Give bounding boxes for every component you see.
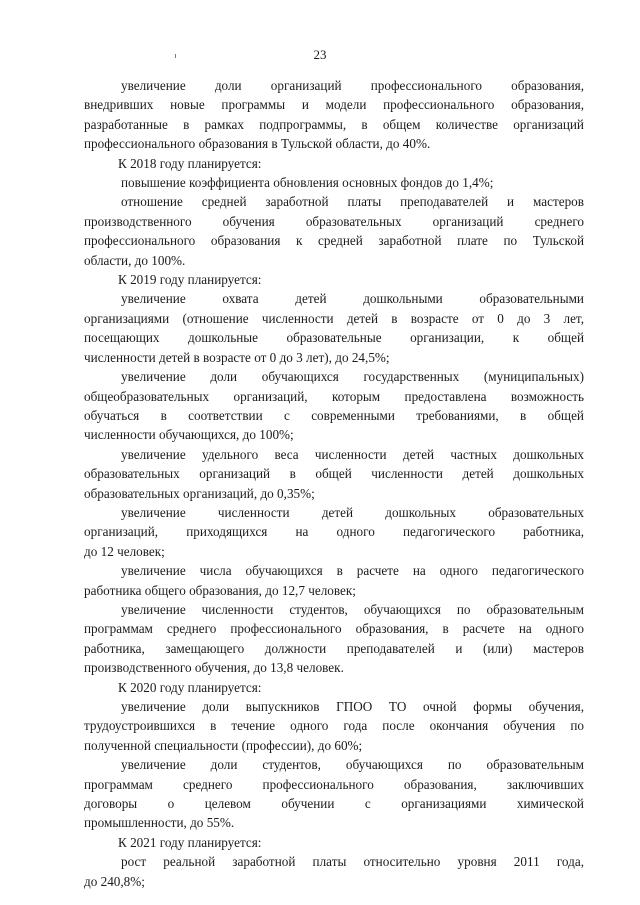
text-line: увеличение доли обучающихся государственных (муниципальных): [121, 369, 584, 385]
text-line: программам среднего профессионального образования, в расчете на одного: [84, 621, 584, 637]
target-item: [84, 289, 584, 367]
text-line: производственного обучения образовательных организаций среднего: [84, 213, 584, 229]
text-line: К 2020 году планируется:: [118, 679, 262, 695]
text-line: отношение средней заработной платы преподавателей и мастеров: [121, 194, 584, 210]
text-line: увеличение доли студентов, обучающихся по образовательным: [121, 757, 584, 773]
text-line: образовательных организаций в общей численности детей дошкольных: [84, 466, 584, 482]
target-item: [84, 852, 584, 891]
text-line: повышение коэффициента обновления основных фондов до 1,4%;: [121, 175, 494, 191]
text-line: посещающих дошкольные образовательные организации, к общей: [84, 330, 584, 346]
year-heading: [84, 154, 584, 173]
text-line: общеобразовательных организаций, которым предоставлена возможность: [84, 388, 584, 404]
text-line: работника, замещающего должности преподавателей и (или) мастеров: [84, 640, 584, 656]
text-line: увеличение численности детей дошкольных образовательных: [121, 504, 584, 520]
text-line: до 12 человек;: [84, 543, 165, 559]
text-line: численности обучающихся, до 100%;: [84, 427, 294, 443]
text-line: трудоустроившихся в течение одного года после окончания обучения по: [84, 718, 584, 734]
scan-mark: [175, 54, 176, 58]
page-number: 23: [313, 47, 327, 62]
text-line: образовательных организаций, до 0,35%;: [84, 485, 315, 501]
text-line: промышленности, до 55%.: [84, 815, 235, 831]
text-line: К 2019 году планируется:: [118, 272, 262, 288]
text-line: обучаться в соответствии с современными требованиями, в общей: [84, 407, 584, 423]
text-line: увеличение численности студентов, обучающихся по образовательным: [121, 601, 584, 617]
target-item: [84, 192, 584, 270]
text-line: организаций, приходящихся на одного педагогического работника,: [84, 524, 584, 540]
text-line: профессионального образования в Тульской области, до 40%.: [84, 136, 431, 152]
text-line: профессионального образования к средней заработной плате по Тульской: [84, 233, 584, 249]
text-line: производственного обучения, до 13,8 человек.: [84, 660, 344, 676]
text-line: программам среднего профессионального образования, заключивших: [84, 776, 584, 792]
text-line: организациями (отношение численности детей в возрасте от 0 до 3 лет,: [84, 310, 584, 326]
text-line: до 240,8%;: [84, 873, 145, 889]
text-line: К 2018 году планируется:: [118, 155, 262, 171]
year-heading: [84, 678, 584, 697]
target-item: [84, 561, 584, 600]
text-line: внедривших новые программы и модели профессионального образования,: [84, 97, 584, 113]
text-line: увеличение доли организаций профессионального образования,: [121, 78, 584, 93]
target-item: [84, 600, 584, 678]
target-item: [84, 76, 584, 154]
target-item: [84, 697, 584, 755]
text-line: увеличение охвата детей дошкольными образовательными: [121, 291, 584, 307]
text-line: разработанные в рамках подпрограммы, в общем количестве организаций: [84, 116, 584, 132]
text-line: численности детей в возрасте от 0 до 3 лет), до 24,5%;: [84, 349, 390, 365]
target-item: [84, 755, 584, 833]
target-item: [84, 503, 584, 561]
text-line: увеличение доли выпускников ГПОО ТО очной формы обучения,: [121, 699, 584, 714]
text-line: области, до 100%.: [84, 252, 186, 268]
text-line: рост реальной заработной платы относительно уровня 2011 года,: [121, 854, 584, 870]
text-line: договоры о целевом обучении с организациями химической: [84, 796, 584, 812]
year-heading: [84, 833, 584, 852]
year-heading: [84, 270, 584, 289]
text-line: К 2021 году планируется:: [118, 834, 262, 850]
document-body: [84, 76, 584, 891]
target-item: [84, 445, 584, 503]
text-line: полученной специальности (профессии), до 60%;: [84, 737, 363, 753]
text-line: увеличение числа обучающихся в расчете на одного педагогического: [121, 563, 584, 579]
target-item: [84, 173, 584, 192]
text-line: работника общего образования, до 12,7 человек;: [84, 582, 356, 598]
target-item: [84, 367, 584, 445]
text-line: увеличение удельного веса численности детей частных дошкольных: [121, 446, 584, 462]
